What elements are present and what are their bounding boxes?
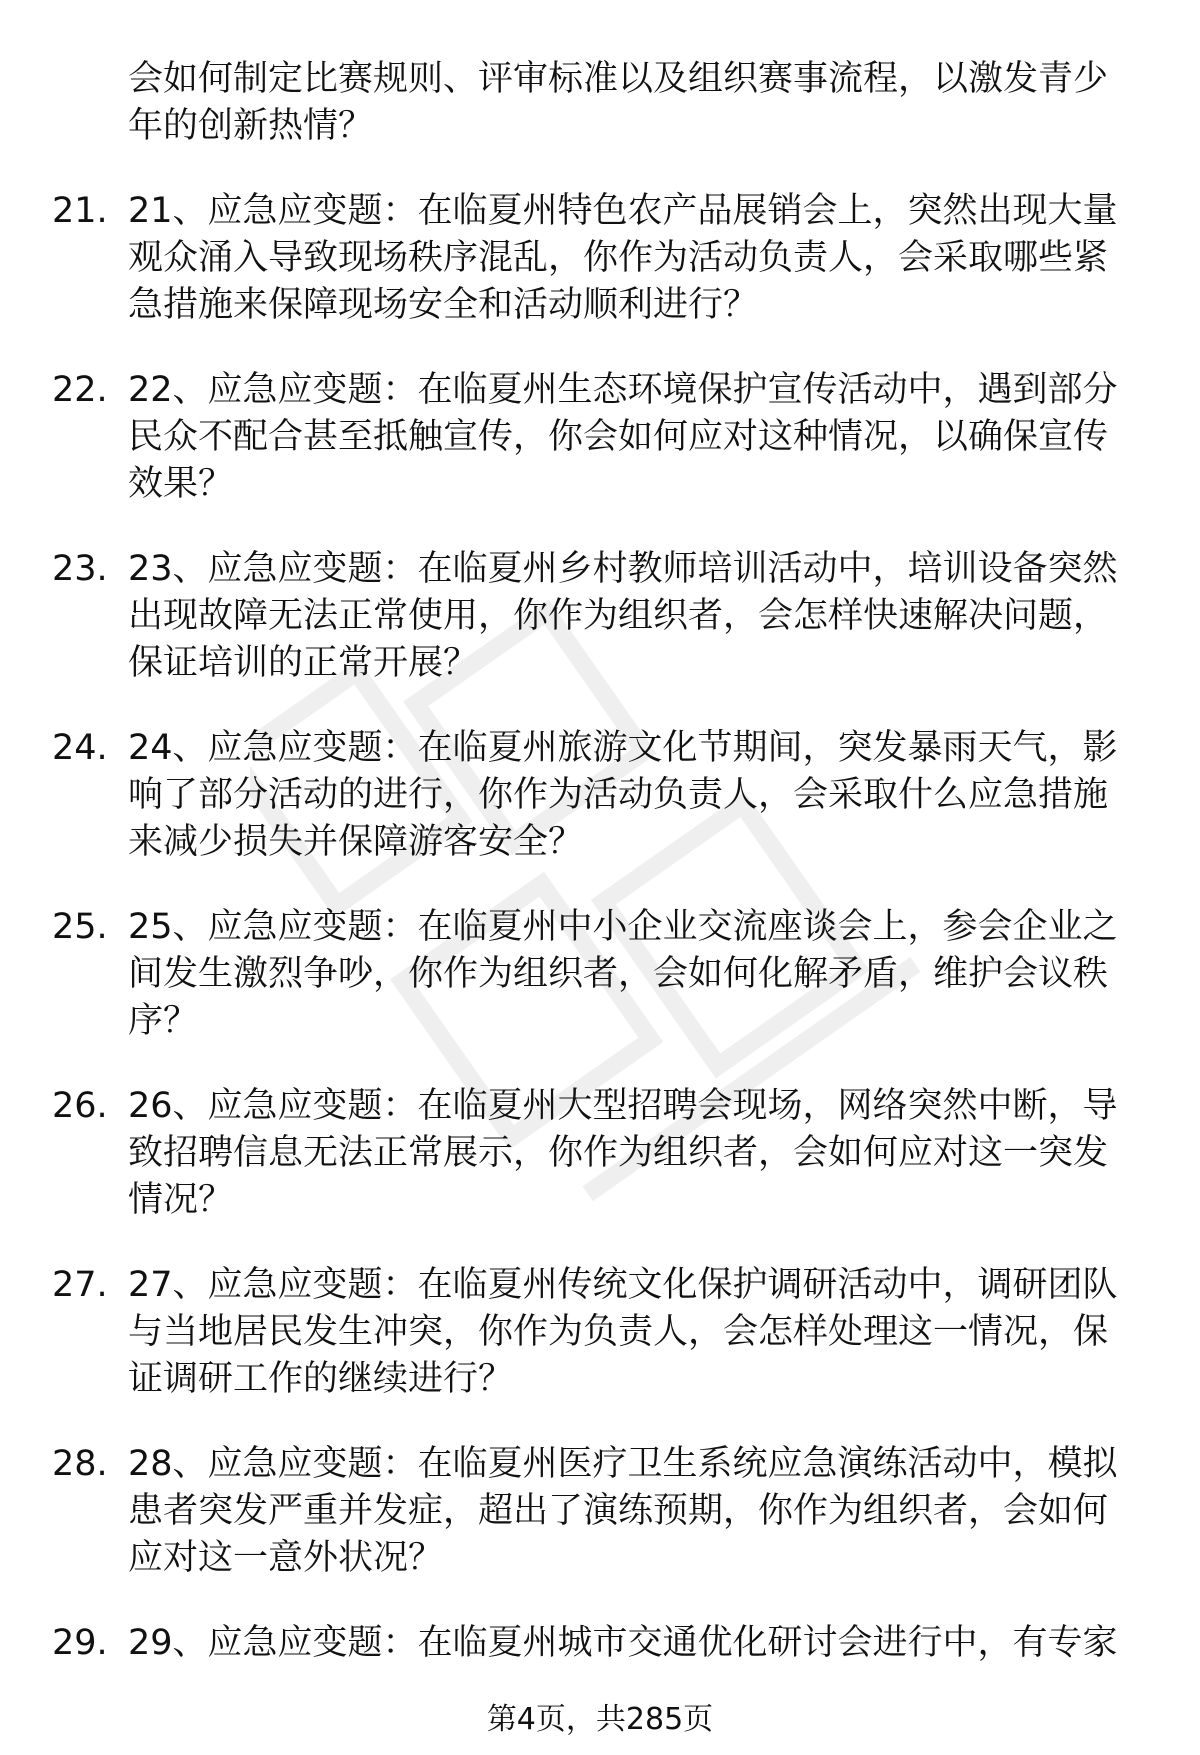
question-list	[0, 188, 1200, 1667]
list-item-number: 29.	[52, 1623, 108, 1663]
list-item-text: 26、应急应变题：在临夏州大型招聘会现场，网络突然中断，导致招聘信息无法正常展示，你作为组织者，会如何应对这一突发情况？	[128, 1086, 1118, 1220]
list-item	[0, 188, 1138, 329]
list-item	[0, 904, 1138, 1045]
list-item-number: 27.	[52, 1265, 108, 1305]
page-footer: 第4页，共285页	[486, 1702, 714, 1737]
list-item-text: 21、应急应变题：在临夏州特色农产品展销会上，突然出现大量观众涌入导致现场秩序混乱，你作为活动负责人，会采取哪些紧急措施来保障现场安全和活动顺利进行？	[128, 191, 1118, 325]
list-item-text: 25、应急应变题：在临夏州中小企业交流座谈会上，参会企业之间发生激烈争吵，你作为组织者，会如何化解矛盾，维护会议秩序？	[128, 907, 1118, 1041]
list-item	[0, 725, 1138, 866]
document-content	[0, 56, 1200, 1705]
list-item-number: 25.	[52, 907, 108, 947]
list-item	[0, 1441, 1138, 1582]
list-item-text: 24、应急应变题：在临夏州旅游文化节期间，突发暴雨天气，影响了部分活动的进行，你作为活动负责人，会采取什么应急措施来减少损失并保障游客安全？	[128, 728, 1118, 862]
continuation-paragraph: 会如何制定比赛规则、评审标准以及组织赛事流程，以激发青少年的创新热情？	[128, 59, 1109, 146]
list-item	[0, 546, 1138, 687]
list-item-number: 26.	[52, 1086, 108, 1126]
list-item-number: 24.	[52, 728, 108, 768]
list-item-text: 28、应急应变题：在临夏州医疗卫生系统应急演练活动中，模拟患者突发严重并发症，超出了演练预期，你作为组织者，会如何应对这一意外状况？	[128, 1444, 1118, 1578]
list-item	[0, 367, 1138, 508]
list-item-text: 29、应急应变题：在临夏州城市交通优化研讨会进行中，有专家	[128, 1623, 1118, 1663]
list-item	[0, 1620, 1138, 1667]
list-item-number: 23.	[52, 549, 108, 589]
list-item	[0, 1262, 1138, 1403]
list-item-number: 21.	[52, 191, 108, 231]
list-item-number: 28.	[52, 1444, 108, 1484]
list-item-number: 22.	[52, 370, 108, 410]
list-item-text: 23、应急应变题：在临夏州乡村教师培训活动中，培训设备突然出现故障无法正常使用，你作为组织者，会怎样快速解决问题，保证培训的正常开展？	[128, 549, 1118, 683]
list-item-text: 22、应急应变题：在临夏州生态环境保护宣传活动中，遇到部分民众不配合甚至抵触宣传，你会如何应对这种情况，以确保宣传效果？	[128, 370, 1118, 504]
list-item	[0, 1083, 1138, 1224]
list-item-text: 27、应急应变题：在临夏州传统文化保护调研活动中，调研团队与当地居民发生冲突，你作为负责人，会怎样处理这一情况，保证调研工作的继续进行？	[128, 1265, 1118, 1399]
